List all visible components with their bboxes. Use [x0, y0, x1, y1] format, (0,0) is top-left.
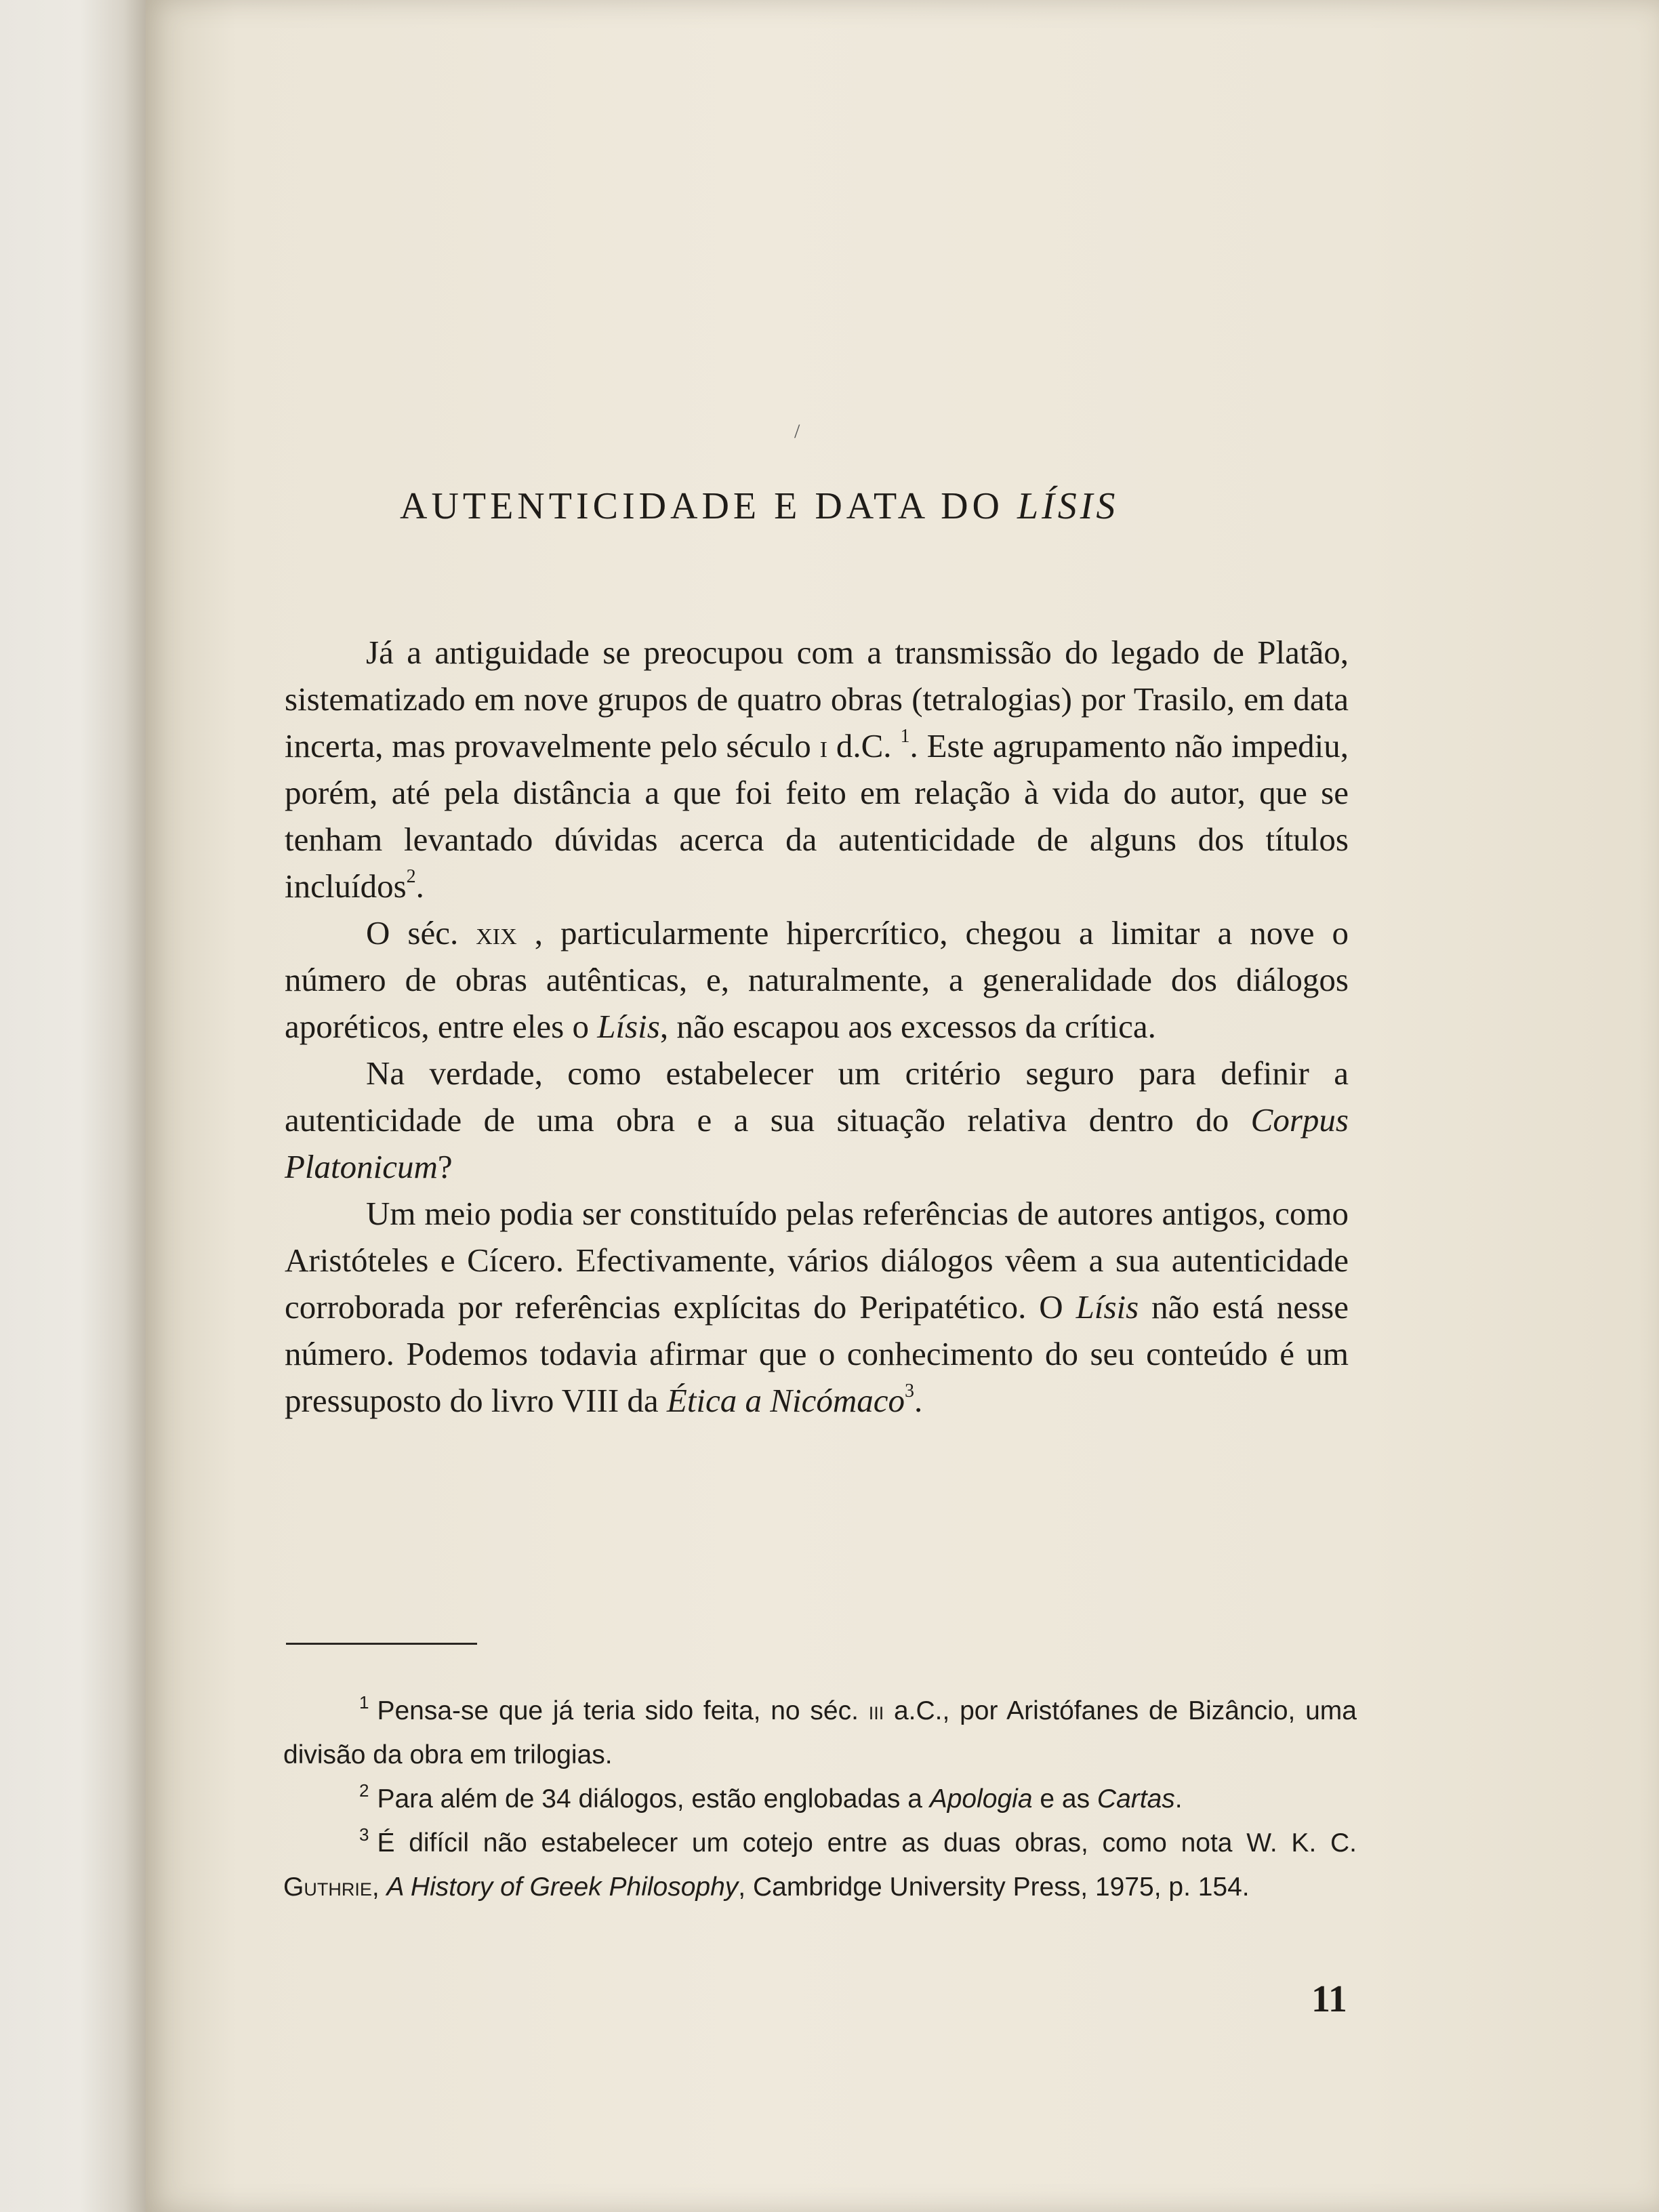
footnote-ref-1: 1: [900, 726, 910, 747]
footnote-ref-3: 3: [904, 1380, 914, 1401]
paragraph-1: [285, 629, 1349, 909]
footnote-3-text-c: , Cambridge University Press, 1975, p. 154.: [738, 1872, 1250, 1902]
p2-text-c: , não escapou aos excessos da crítica.: [659, 1008, 1156, 1045]
footnote-rule: [286, 1643, 477, 1645]
p4-text-b: não está nesse número. Podemos todavia afirmar que o conhecimento do seu conteúdo é um pressuposto do livro VIII da: [285, 1288, 1349, 1419]
p3-text-b: ?: [437, 1148, 453, 1185]
footnote-3-text-b: ,: [371, 1872, 387, 1902]
chapter-title-main: AUTENTICIDADE E DATA DO: [400, 485, 1017, 527]
p1-text-d: .: [415, 867, 424, 905]
footnote-2-number: 2: [359, 1780, 369, 1801]
paragraph-3: [285, 1050, 1349, 1190]
footnote-2-text-a: Para além de 34 diálogos, estão englobadas a: [377, 1784, 930, 1814]
page-number: 11: [1311, 1978, 1347, 2020]
p4-lisis: Lísis: [1076, 1288, 1139, 1326]
footnote-1-text-b: a.C., por Aristófanes de Bizâncio, uma divisão da obra em trilogias.: [283, 1696, 1357, 1769]
footnote-1-century: iii: [868, 1696, 884, 1725]
p2-century: xix: [476, 914, 517, 951]
p3-text-a: Na verdade, como estabelecer um critério seguro para definir a autenticidade de uma obra e a sua situação relativa dentro do: [285, 1054, 1349, 1139]
footnote-1-text-a: Pensa-se que já teria sido feita, no séc.: [377, 1696, 869, 1725]
footnotes: [283, 1689, 1357, 1909]
footnote-3-number: 3: [359, 1824, 369, 1845]
footnote-2-text-b: e as: [1032, 1784, 1097, 1814]
p3-corpus: Corpus Platonicum: [285, 1101, 1349, 1185]
footnote-2-cartas: Cartas: [1097, 1784, 1175, 1814]
book-gutter: [0, 0, 146, 2212]
body-text: [285, 629, 1349, 1424]
footnote-2: [283, 1777, 1357, 1821]
stray-mark: /: [794, 420, 800, 443]
footnote-2-text-c: .: [1174, 1784, 1183, 1814]
p2-text-a: O séc.: [366, 914, 476, 951]
footnote-3-author: Guthrie: [283, 1872, 372, 1902]
p1-century: i: [819, 727, 827, 764]
footnote-1: [283, 1689, 1357, 1777]
p4-text-a: Um meio podia ser constituído pelas referências de autores antigos, como Aristóteles e Cícero. Efectivamente, vários diálogos vêem a sua autenticidade corroborada por referências explícitas do Peripatético. O: [285, 1195, 1349, 1326]
p2-text-b: , particularmente hipercrítico, chegou a limitar a nove o número de obras autênticas, e, naturalmente, a generalidade dos diálogos aporéticos, entre eles o: [285, 914, 1349, 1045]
footnote-ref-2: 2: [406, 866, 416, 887]
footnote-3-text-a: É difícil não estabelecer um cotejo entre as duas obras, como nota W. K. C.: [377, 1828, 1357, 1858]
chapter-title-italic: LÍSIS: [1017, 485, 1119, 527]
paragraph-4: [285, 1190, 1349, 1424]
p1-text-a: Já a antiguidade se preocupou com a transmissão do legado de Platão, sistematizado em nove grupos de quatro obras (tetralogias) por Trasilo, em data incerta, mas provavelmente pelo século: [285, 634, 1349, 764]
footnote-2-apologia: Apologia: [929, 1784, 1033, 1814]
p1-text-c: . Este agrupamento não impediu, porém, até pela distância a que foi feito em relação à vida do autor, que se tenham levantado dúvidas acerca da autenticidade de alguns dos títulos incluídos: [285, 727, 1349, 905]
p4-text-c: .: [914, 1382, 923, 1419]
chapter-title: [400, 485, 1315, 528]
p4-etica: Ética a Nicómaco: [666, 1382, 905, 1419]
p1-text-b: d.C.: [827, 727, 901, 764]
footnote-3-book-title: A History of Greek Philosophy: [386, 1872, 739, 1902]
footnote-3: [283, 1821, 1357, 1909]
p2-lisis: Lísis: [597, 1008, 660, 1045]
paragraph-2: [285, 909, 1349, 1050]
footnote-1-number: 1: [359, 1692, 369, 1713]
